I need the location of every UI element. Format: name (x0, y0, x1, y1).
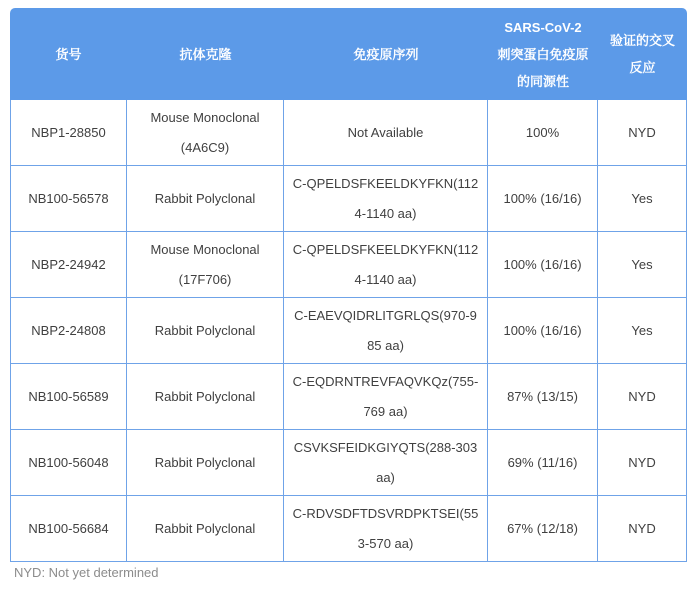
cell-catalog: NB100-56578 (10, 166, 127, 232)
cell-immunogen: C-QPELDSFKEELDKYFKN(1124-1140 aa) (284, 232, 488, 298)
cell-cross-reactivity: Yes (598, 232, 687, 298)
cell-homology: 100% (16/16) (488, 232, 598, 298)
cell-cross-reactivity: NYD (598, 496, 687, 562)
cell-cross-reactivity: NYD (598, 100, 687, 166)
cell-immunogen: C-RDVSDFTDSVRDPKTSEI(553-570 aa) (284, 496, 488, 562)
table-row (10, 364, 687, 430)
cell-catalog: NB100-56048 (10, 430, 127, 496)
header-clone (127, 8, 284, 100)
header-row (10, 8, 687, 100)
cell-clone: Rabbit Polyclonal (127, 496, 284, 562)
cell-cross-reactivity: NYD (598, 364, 687, 430)
cell-clone: Mouse Monoclonal (4A6C9) (127, 100, 284, 166)
antibody-table (10, 8, 687, 562)
cell-catalog: NBP2-24808 (10, 298, 127, 364)
cell-cross-reactivity: Yes (598, 166, 687, 232)
header-label-line: 验证的交叉 (609, 33, 675, 48)
cell-immunogen: CSVKSFEIDKGIYQTS(288-303 aa) (284, 430, 488, 496)
table-row (10, 496, 687, 562)
cell-immunogen: C-EAEVQIDRLITGRLQS(970-985 aa) (284, 298, 488, 364)
cell-homology: 69% (11/16) (488, 430, 598, 496)
cell-clone: Rabbit Polyclonal (127, 430, 284, 496)
cell-catalog: NBP2-24942 (10, 232, 127, 298)
table-row (10, 430, 687, 496)
cell-cross-reactivity: Yes (598, 298, 687, 364)
header-label-line: 的同源性 (516, 73, 569, 89)
header-label-line: 刺突蛋白免疫原 (497, 46, 589, 62)
cell-immunogen: Not Available (284, 100, 488, 166)
header-label-line: SARS-CoV-2 (504, 19, 582, 35)
header-label-line: 反应 (629, 60, 656, 75)
cell-clone: Rabbit Polyclonal (127, 166, 284, 232)
cell-clone: Rabbit Polyclonal (127, 364, 284, 430)
footnote: NYD: Not yet determined (14, 565, 159, 580)
cell-homology: 87% (13/15) (488, 364, 598, 430)
cell-catalog: NB100-56684 (10, 496, 127, 562)
cell-homology: 100% (16/16) (488, 298, 598, 364)
header-cross-reactivity (598, 8, 687, 100)
cell-catalog: NBP1-28850 (10, 100, 127, 166)
table-row (10, 232, 687, 298)
cell-homology: 67% (12/18) (488, 496, 598, 562)
cell-immunogen: C-EQDRNTREVFAQVKQz(755-769 aa) (284, 364, 488, 430)
cell-immunogen: C-QPELDSFKEELDKYFKN(1124-1140 aa) (284, 166, 488, 232)
header-immunogen (284, 8, 488, 100)
header-label: 货号 (55, 46, 82, 62)
cell-homology: 100% (16/16) (488, 166, 598, 232)
header-catalog (10, 8, 127, 100)
table-row (10, 166, 687, 232)
cell-cross-reactivity: NYD (598, 430, 687, 496)
header-label: 抗体克隆 (179, 46, 232, 62)
table-row (10, 298, 687, 364)
cell-catalog: NB100-56589 (10, 364, 127, 430)
cell-homology: 100% (488, 100, 598, 166)
cell-clone: Mouse Monoclonal (17F706) (127, 232, 284, 298)
cell-clone: Rabbit Polyclonal (127, 298, 284, 364)
header-homology (488, 8, 598, 100)
table-row (10, 100, 687, 166)
header-label: 免疫原序列 (353, 46, 419, 62)
